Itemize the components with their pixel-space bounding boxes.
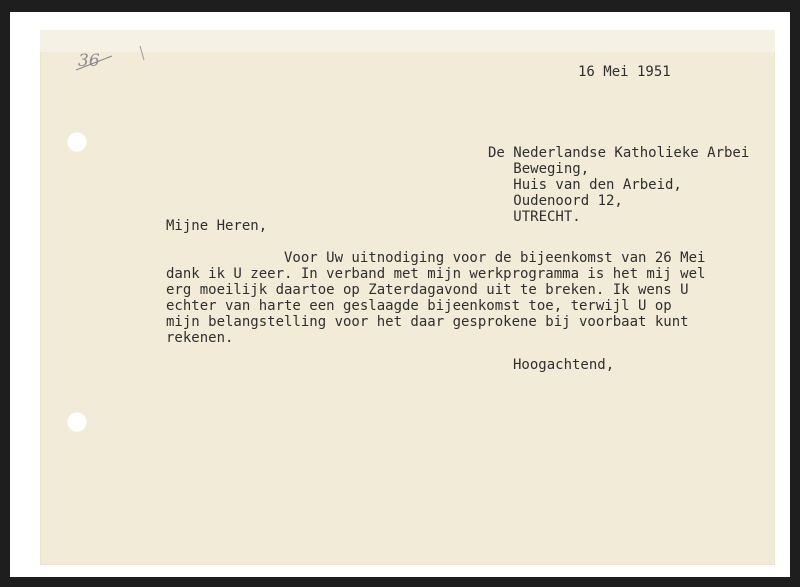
body-line: dank ik U zeer. In verband met mijn werkprogramma is het mij wel [166,266,706,282]
letter-body [166,250,705,346]
body-line: echter van harte een geslaagde bijeenkomst toe, terwijl U op [166,298,672,314]
closing: Hoogachtend, [513,357,615,373]
recipient-line: De Nederlandse Katholieke Arbei [488,145,750,161]
recipient-address [488,145,749,225]
salutation: Mijne Heren, [166,218,268,234]
body-line: mijn belangstelling voor het daar gesprokene bij voorbaat kunt [166,314,689,330]
pencil-note-text: 36 [78,51,100,71]
letter-date: 16 Mei 1951 [578,64,671,80]
pencil-annotation [76,44,146,74]
body-line: rekenen. [166,330,234,346]
punch-hole-bottom [67,412,87,432]
recipient-line: UTRECHT. [488,209,581,225]
recipient-line: Oudenoord 12, [488,193,623,209]
punch-hole-top [67,132,87,152]
recipient-line: Huis van den Arbeid, [488,177,682,193]
recipient-line: Beweging, [488,161,590,177]
paper-top-strip [40,30,775,52]
body-line: Voor Uw uitnodiging voor de bijeenkomst van 26 Mei [166,250,706,266]
body-line: erg moeilijk daartoe op Zaterdagavond uit te breken. Ik wens U [166,282,689,298]
